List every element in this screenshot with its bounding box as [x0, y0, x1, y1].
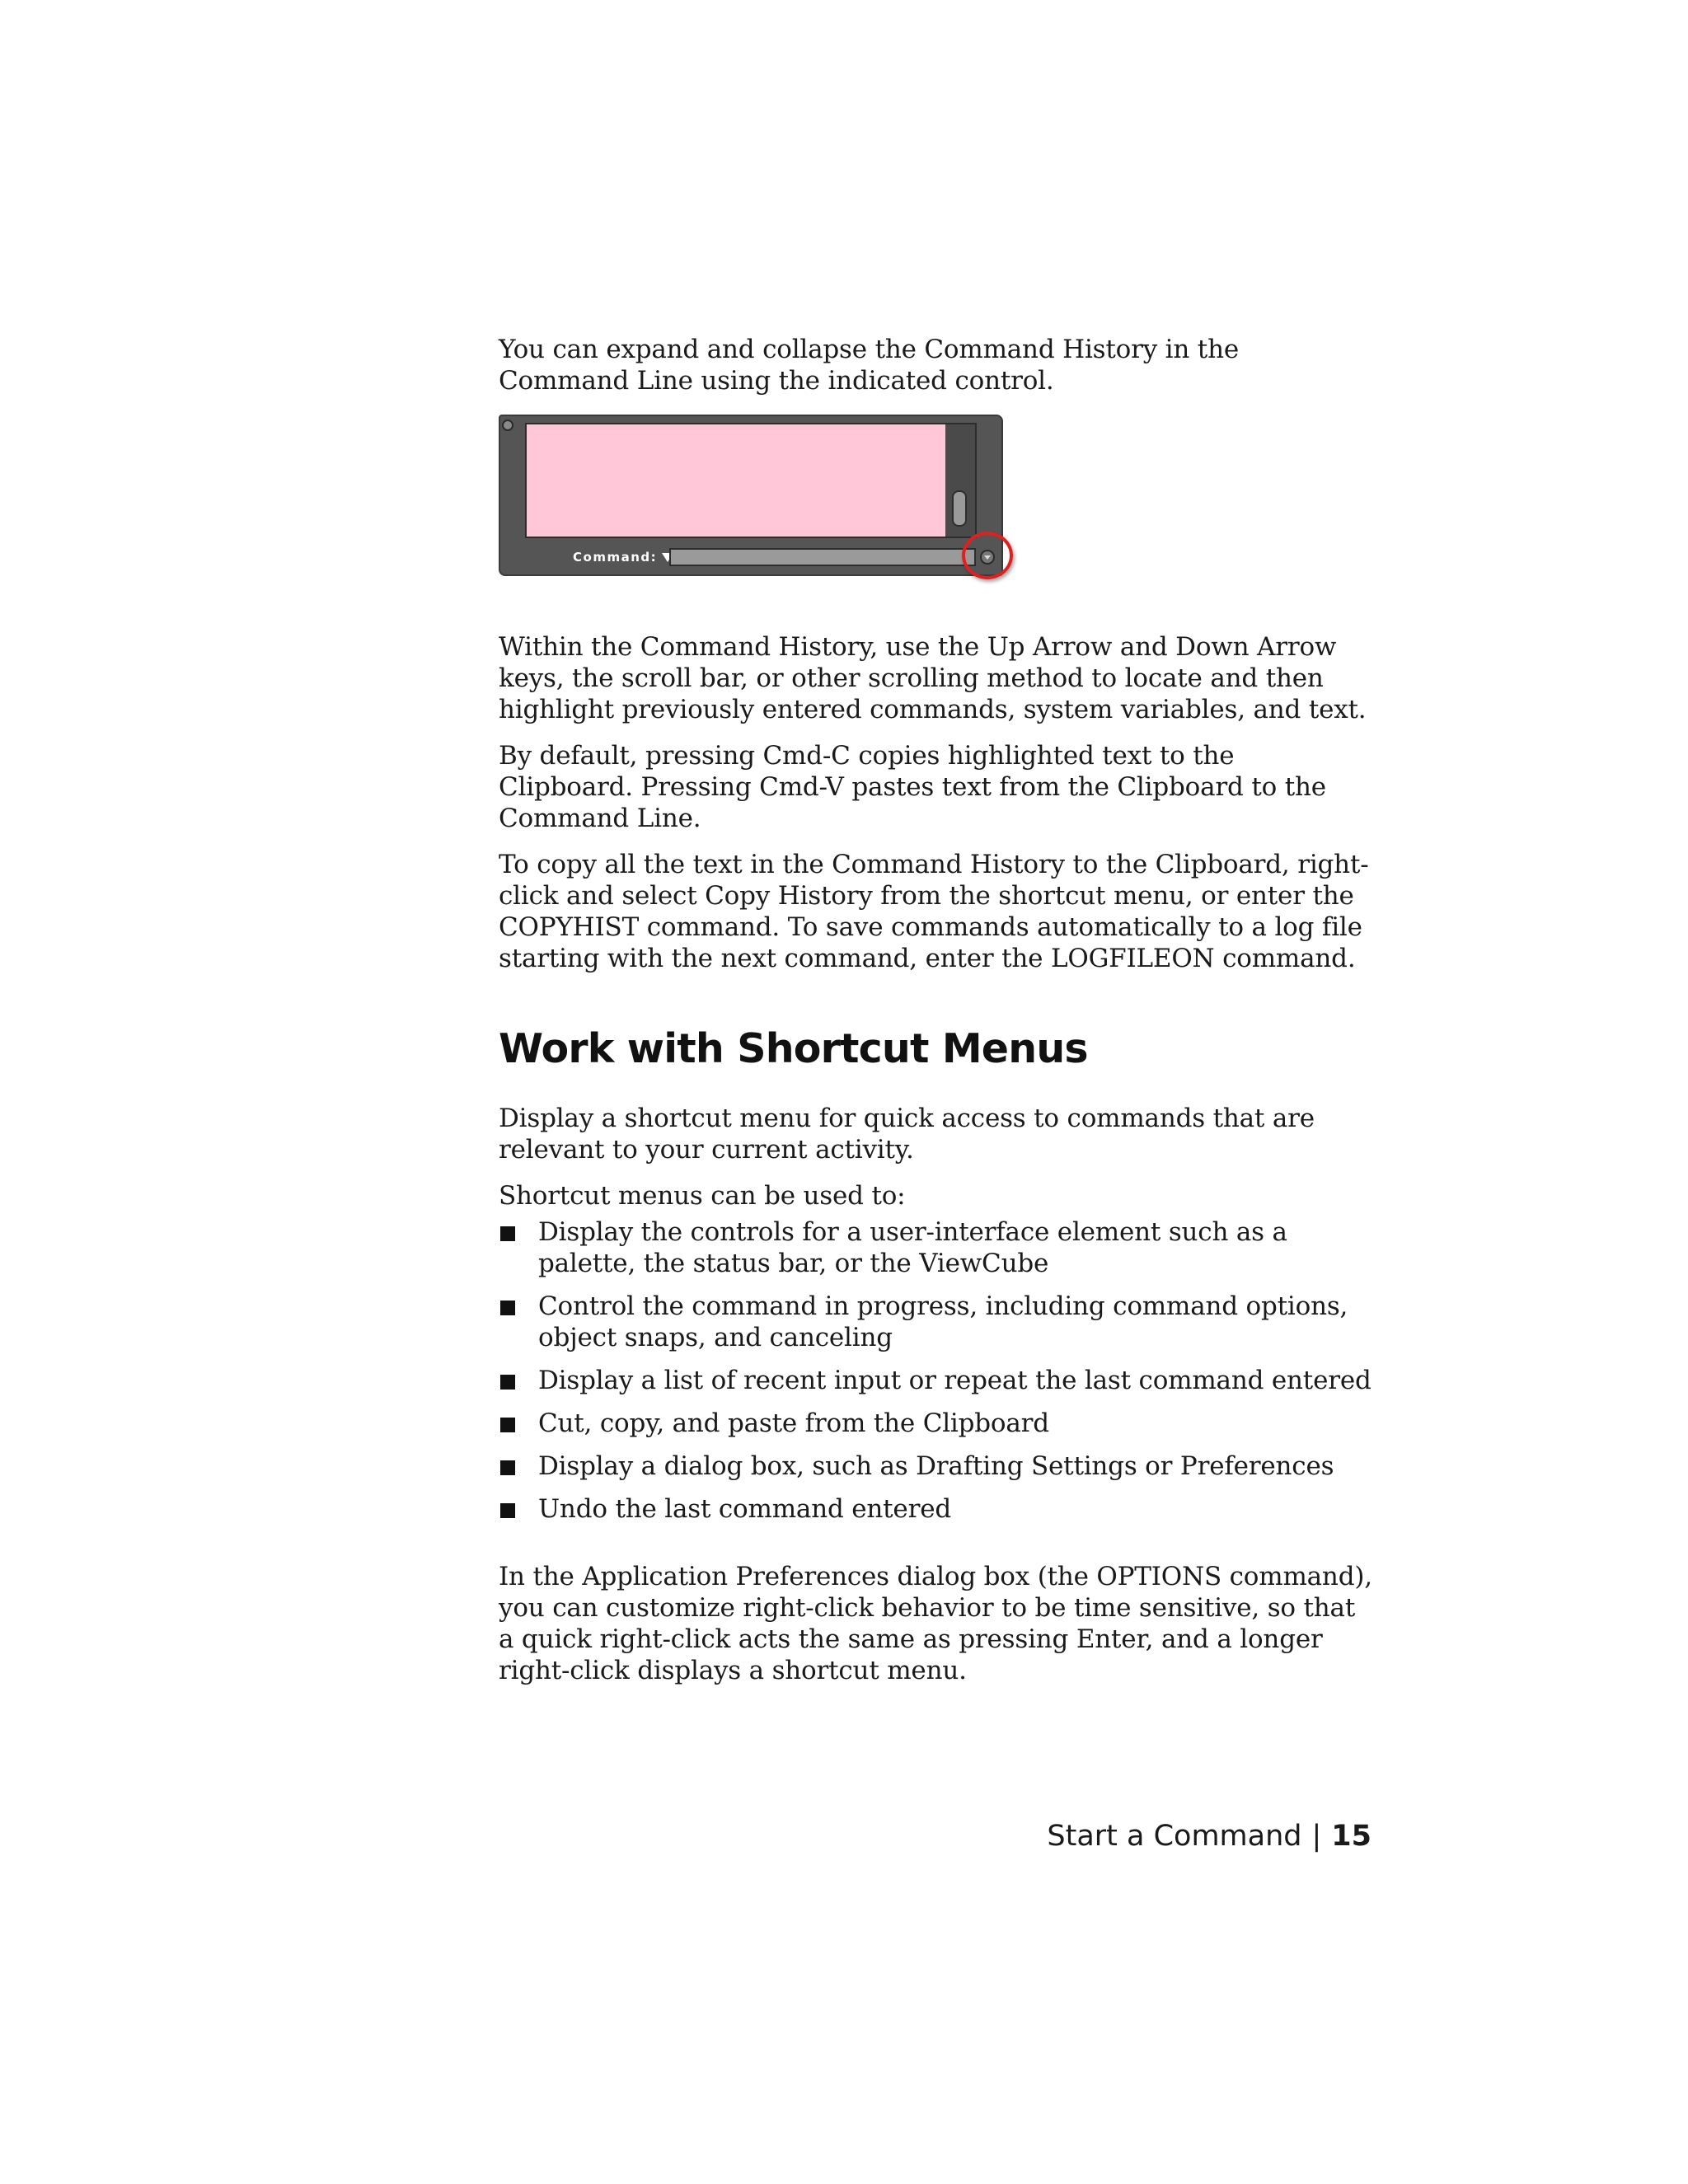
square-bullet-icon — [500, 1301, 515, 1315]
footer-separator: | — [1311, 1820, 1322, 1853]
page-number: 15 — [1331, 1820, 1372, 1853]
page-content — [499, 334, 1372, 1701]
intro-paragraph: You can expand and collapse the Command History in the Command Line using the indicated control. — [499, 335, 1239, 396]
command-history-pane — [525, 423, 977, 538]
section-intro-paragraph: Display a shortcut menu for quick access to commands that are relevant to your current activity. — [499, 1104, 1315, 1165]
list-item-text: Display a dialog box, such as Drafting Settings or Preferences — [538, 1451, 1334, 1481]
command-line-window — [499, 415, 1003, 576]
list-item-text: Undo the last command entered — [538, 1494, 951, 1524]
window-corner-dot-icon — [502, 419, 513, 431]
command-history-scrollbar[interactable] — [945, 424, 975, 537]
list-item — [499, 1365, 1372, 1396]
square-bullet-icon — [500, 1226, 515, 1241]
command-label-row — [573, 548, 673, 566]
shortcut-uses-list — [499, 1216, 1372, 1525]
list-item-text: Display the controls for a user-interface element such as a palette, the status bar, or the ViewCube — [538, 1217, 1287, 1278]
command-line-figure — [499, 415, 1026, 592]
footer-chapter-title: Start a Command — [1047, 1820, 1302, 1853]
command-history-text-area[interactable] — [527, 424, 945, 537]
square-bullet-icon — [500, 1418, 515, 1432]
list-item — [499, 1493, 1372, 1525]
section-title: Work with Shortcut Menus — [499, 1025, 1088, 1072]
list-item-text: Cut, copy, and paste from the Clipboard — [538, 1408, 1049, 1438]
list-item — [499, 1216, 1372, 1279]
page-footer — [1047, 1820, 1372, 1853]
list-item — [499, 1408, 1372, 1439]
paragraph-clipboard: By default, pressing Cmd-C copies highlighted text to the Clipboard. Pressing Cmd-V pastes text from the Clipboard to the Command Line. — [499, 741, 1326, 833]
highlight-ring — [962, 532, 1013, 579]
square-bullet-icon — [500, 1503, 515, 1518]
square-bullet-icon — [500, 1460, 515, 1475]
paragraph-history-navigation: Within the Command History, use the Up Arrow and Down Arrow keys, the scroll bar, or other scrolling method to locate and then highlight previously entered commands, system variables, and text. — [499, 632, 1367, 724]
square-bullet-icon — [500, 1375, 515, 1390]
list-lead-paragraph: Shortcut menus can be used to: — [499, 1181, 906, 1211]
command-label: Command: — [573, 550, 658, 565]
list-item-text: Display a list of recent input or repeat the last command entered — [538, 1366, 1372, 1395]
scrollbar-thumb[interactable] — [952, 490, 967, 527]
list-item — [499, 1291, 1372, 1353]
command-input-field[interactable] — [669, 548, 976, 566]
list-item — [499, 1451, 1372, 1482]
closing-paragraph: In the Application Preferences dialog box (the OPTIONS command), you can customize right-click behavior to be time sensitive, so that a quick right-click acts the same as pressing Enter, and a longer right-click displays a shortcut menu. — [499, 1562, 1372, 1685]
paragraph-copy-history: To copy all the text in the Command History to the Clipboard, right-click and select Copy History from the shortcut menu, or enter the COPYHIST command. To save commands automatically to a log file starting with the next command, enter the LOGFILEON command. — [499, 850, 1369, 973]
list-item-text: Control the command in progress, including command options, object snaps, and canceling — [538, 1291, 1348, 1352]
